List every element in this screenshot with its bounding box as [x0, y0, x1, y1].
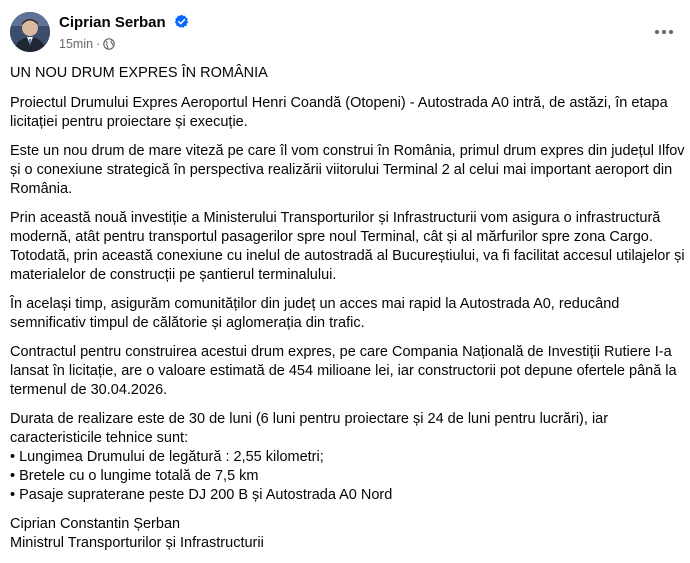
signature-role: Ministrul Transporturilor și Infrastructurii [10, 535, 264, 551]
signature [10, 515, 686, 553]
bullet-list [10, 448, 686, 505]
globe-icon[interactable] [103, 38, 115, 50]
post-paragraph-2: Este un nou drum de mare viteză pe care îl vom construi în România, primul drum expres din județul Ilfov și o conexiune strategică în perspectiva realizării viitorului Terminal 2 al celui mai important aeroport din România. [10, 143, 685, 197]
signature-name: Ciprian Constantin Șerban [10, 516, 181, 532]
verified-badge-icon [174, 14, 189, 29]
meta-separator: · [96, 37, 101, 51]
author-name-text[interactable]: Ciprian Serban [59, 14, 166, 31]
post-meta [59, 37, 115, 51]
post-paragraph-5: Contractul pentru construirea acestui drum expres, pe care Compania Națională de Investiții Rutiere I-a lansat în licitație, are o valoare estimată de 454 milioane lei, iar constructorii pot depune ofertele până la termenul de 30.04.2026. [10, 344, 677, 398]
post-body [10, 64, 686, 563]
post-paragraph-6 [10, 410, 686, 505]
bullet-item: • Pasaje supraterane peste DJ 200 B și Autostrada A0 Nord [10, 487, 393, 503]
post-paragraph-1: Proiectul Drumului Expres Aeroportul Henri Coandă (Otopeni) - Autostrada A0 intră, de astăzi, în etapa licitației pentru proiectare și execuție. [10, 95, 668, 130]
more-horizontal-icon [652, 20, 676, 44]
post-time[interactable]: 15min [59, 37, 94, 51]
post-paragraph-6-intro: Durata de realizare este de 30 de luni (6 luni pentru proiectare și 24 de luni pentru lucrări), iar caracteristicile tehnice sunt: [10, 411, 609, 446]
post-paragraph-4: În același timp, asigurăm comunităților din județ un acces mai rapid la Autostrada A0, reducând semnificativ timpul de călătorie și aglomerația din trafic. [10, 296, 620, 331]
bullet-item: • Bretele cu o lungime totală de 7,5 km [10, 468, 259, 484]
post-title: UN NOU DRUM EXPRES ÎN ROMÂNIA [10, 65, 268, 81]
post-paragraph-3: Prin această nouă investiție a Ministerului Transporturilor și Infrastructurii vom asigura o infrastructură modernă, atât pentru transportul pasagerilor spre noul Terminal, cât și al mărfurilor spre zona Cargo. Totodată, prin această conexiune cu inelul de autostradă al Bucureștiului, va fi facilitat accesul utilajelor și materialelor de construcții pe șantierul terminalului. [10, 210, 685, 283]
bullet-item: • Lungimea Drumului de legătură : 2,55 kilometri; [10, 449, 324, 465]
more-options-button[interactable] [652, 20, 676, 44]
post-header [0, 0, 690, 64]
author-name[interactable] [59, 14, 189, 31]
avatar-photo [10, 12, 50, 52]
avatar[interactable] [10, 12, 50, 52]
